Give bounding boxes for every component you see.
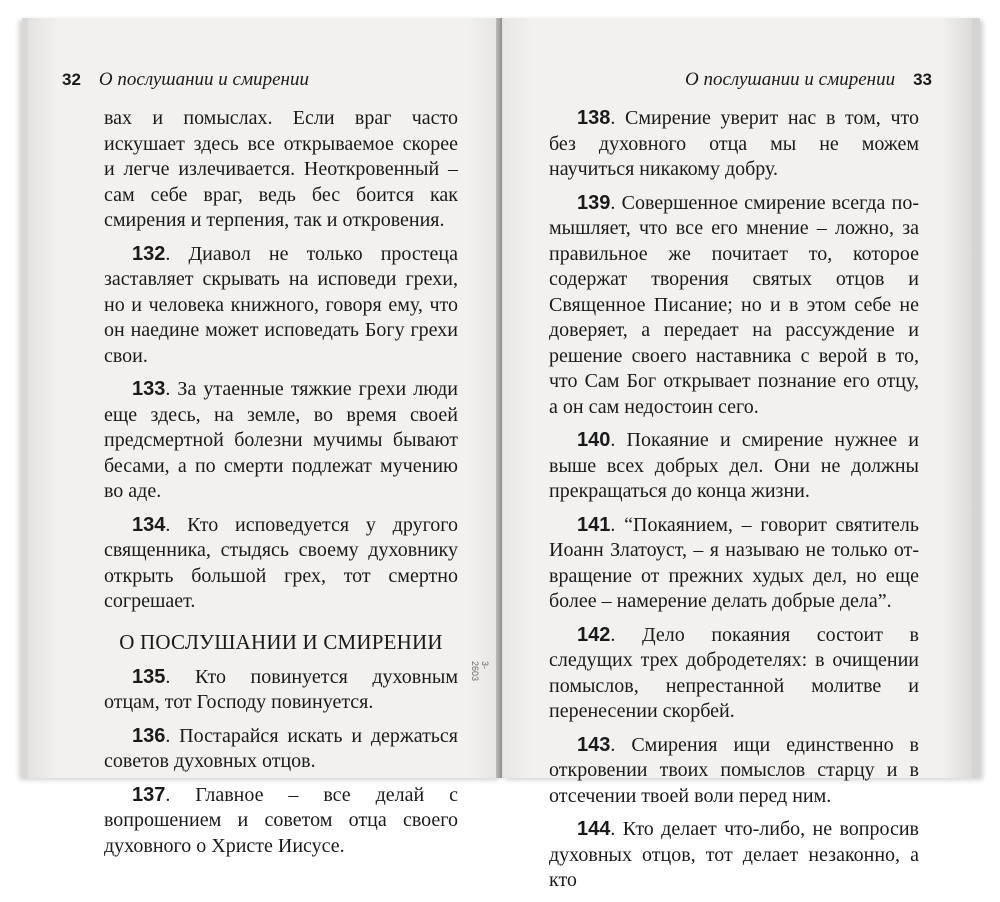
paragraph-text: . Дело покаяния состоит в следущих трех добродетелях: в очищении помыслов, непрестанной молитве и перенесении скорбей. <box>549 623 919 722</box>
paragraph-135 <box>104 665 458 716</box>
paragraph-138 <box>549 106 919 183</box>
paragraph-number: 143 <box>577 733 611 756</box>
paragraph-139 <box>549 191 919 421</box>
paragraph-137 <box>104 783 458 860</box>
paragraph-text: . Главное – все делай с вопрошением и советом отца своего духовного о Христе Иисусе. <box>104 783 458 857</box>
paragraph-number: 138 <box>577 107 611 129</box>
right-page-header <box>512 68 932 92</box>
paragraph-133 <box>104 377 458 505</box>
paragraph-number: 141 <box>577 513 611 536</box>
paragraph-140 <box>549 428 919 505</box>
continuation-paragraph: вах и помыслах. Если враг часто искушает здесь все открываемое скорее и легче излечивается. Неоткровенный – сам себе враг, ведь бес боится как смирения и терпения, так и откровения. <box>104 107 458 231</box>
paragraph-text: . Кто делает что-либо, не вопросив духовных отцов, тот делает незаконно, а кто <box>549 818 919 891</box>
paragraph-134 <box>104 513 458 615</box>
section-heading: О ПОСЛУШАНИИ И СМИРЕНИИ <box>119 629 443 654</box>
paragraph-number: 133 <box>132 378 166 400</box>
paragraph-number: 137 <box>132 783 166 806</box>
right-page-number: 33 <box>913 70 932 89</box>
paragraph-141 <box>549 513 919 615</box>
paragraph-number: 135 <box>132 665 166 688</box>
printer-code-mark: 3-2603 <box>470 661 490 682</box>
paragraph-number: 132 <box>132 242 166 265</box>
left-page <box>22 18 502 857</box>
right-running-title: О послушании и смирении <box>685 69 896 90</box>
paragraph-136 <box>104 724 458 775</box>
left-page-header <box>62 68 482 92</box>
paragraph-number: 136 <box>132 724 166 747</box>
paragraph-number: 142 <box>577 623 611 646</box>
open-book <box>22 18 980 891</box>
left-running-title: О послушании и смирении <box>98 69 309 90</box>
paragraph-number: 139 <box>577 191 611 214</box>
paragraph-text: . Кто повинуется духовным отцам, тот Господу повинуется. <box>104 665 458 713</box>
paragraph-143 <box>549 733 919 810</box>
paragraph-number: 140 <box>577 429 611 451</box>
paragraph-text: . За утаенные тяжкие грехи люди еще здесь, на земле, во время своей предсмертной болезни мучимы бывают бесами, а по смерти подлежат мучению во аде. <box>104 378 458 502</box>
right-page <box>502 18 980 891</box>
paragraph-text: . Смирения ищи единственно в откровении твоих помыслов старцу и в отсечении твоей воли перед ним. <box>549 733 919 807</box>
right-page-body <box>549 106 919 902</box>
paragraph-text: . Диавол не только простеца заставляет скрывать на исповеди грехи, но и человека книжного, говоря ему, что он наедине может исповедать Богу грехи свои. <box>104 242 458 367</box>
paragraph-142 <box>549 623 919 725</box>
paragraph-text: . Смирение уверит нас в том, что без духовного отца мы не можем научиться никакому добру. <box>549 107 919 180</box>
paragraph-132 <box>104 242 458 370</box>
paragraph-144 <box>549 817 919 894</box>
paragraph-text: . “Покаянием, – говорит святитель Иоанн Златоуст, – я называю не только отвращение от прежних худых дел, но еще более – намерение делать добрые дела”. <box>549 513 919 612</box>
left-page-number: 32 <box>62 70 81 89</box>
paragraph-text: . Совершенное смирение всегда помышляет, что все его мнение – ложно, за правильное же почитает то, которое содержат творения святых отцов и Священное Писание; но и в этом себе не доверяет, а передает на рассуждение и решение своего наставника с верой в то, что Сам Бог открывает познание его отцу, а он сам недостоин сего. <box>549 191 919 418</box>
paragraph-text: . Покаяние и смирение нужнее и выше всех добрых дел. Они не должны прекращаться до конца жизни. <box>549 429 919 502</box>
paragraph-number: 144 <box>577 818 611 840</box>
paragraph-text: . Кто исповедуется у другого священника, стыдясь своему духовнику открыть большой грех, тот смертно согрешает. <box>104 513 458 612</box>
paragraph-number: 134 <box>132 513 166 536</box>
left-page-body <box>104 106 458 867</box>
paragraph-text: . Постарайся искать и держаться советов духовных отцов. <box>104 724 458 772</box>
